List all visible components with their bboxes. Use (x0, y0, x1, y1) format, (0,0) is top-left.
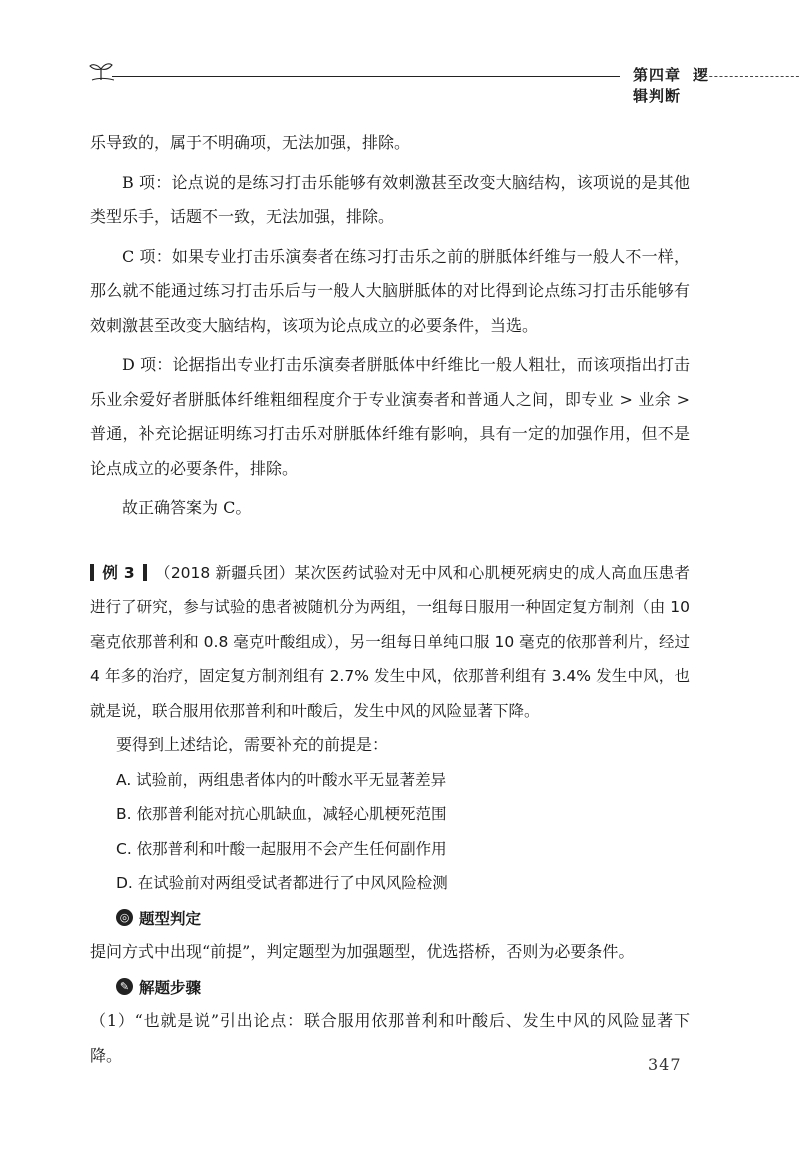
header-rule (112, 76, 620, 77)
option-c: C. 依那普利和叶酸一起服用不会产生任何副作用 (116, 839, 447, 858)
paragraph-option-c-analysis: C 项：如果专业打击乐演奏者在练习打击乐之前的胼胝体纤维与一般人不一样，那么就不能通过练习打击乐后与一般人大脑胼胝体的对比得到论点练习打击乐能够有效刺激甚至改变大脑结构，该项为论点成立的必要条件，当选。 (90, 246, 690, 335)
page-header (88, 62, 712, 105)
chapter-number: 第四章 (633, 66, 682, 84)
paragraph-option-d-analysis: D 项：论据指出专业打击乐演奏者胼胝体中纤维比一般人粗壮，而该项指出打击乐业余爱好者胼胝体纤维粗细程度介于专业演奏者和普通人之间，即专业 > 业余 > 普通，补充论据证明练习打击乐对胼胝体纤维有影响，具有一定的加强作用，但不是论点成立的必要条件，排除。 (90, 355, 690, 478)
example-question (90, 556, 690, 729)
target-icon: ◎ (116, 909, 133, 926)
header-rule-right (694, 76, 800, 77)
section-type-heading (90, 901, 690, 936)
sprout-icon (88, 60, 114, 82)
option-d: D. 在试验前对两组受试者都进行了中风风险检测 (116, 874, 448, 892)
section-type-text: 提问方式中出现“前提”，判定题型为加强题型，优选搭桥，否则为必要条件。 (90, 942, 635, 961)
page-number: 347 (648, 1055, 682, 1074)
example-body: （2018 新疆兵团）某次医药试验对无中风和心肌梗死病史的成人高血压患者进行了研究，参与试验的患者被随机分为两组，一组每日服用一种固定复方制剂（由 10 毫克依那普利和 0.8 毫克叶酸组成），另一组每日单纯口服 10 毫克的依那普利片，经过 4 年多的治疗，固定复方制剂组有 2.7% 发生中风，依那普利组有 3.4% 发生中风，也就是说，联合服用依那普利和叶酸后，发生中风的风险显著下降。 (90, 563, 690, 720)
pencil-icon: ✎ (116, 978, 133, 995)
chapter-title (633, 64, 712, 106)
chapter-name: 逻辑判断 (633, 66, 710, 105)
section-steps-heading (90, 970, 690, 1005)
option-b: B. 依那普利能对抗心肌缺血，减轻心肌梗死范围 (116, 805, 447, 823)
paragraph-answer: 故正确答案为 C。 (122, 498, 252, 517)
section-steps-title: 解题步骤 (139, 978, 202, 997)
example-bar-left (90, 564, 94, 581)
section-step-1: （1）“也就是说”引出论点：联合服用依那普利和叶酸后、发生中风的风险显著下降。 (90, 1011, 690, 1065)
option-a: A. 试验前，两组患者体内的叶酸水平无显著差异 (116, 770, 447, 789)
paragraph-option-b-analysis: B 项：论点说的是练习打击乐能够有效刺激甚至改变大脑结构，该项说的是其他类型乐手，话题不一致，无法加强，排除。 (90, 172, 690, 226)
example-bar-right (143, 564, 147, 581)
paragraph-continuation: 乐导致的，属于不明确项，无法加强，排除。 (90, 133, 411, 152)
page-content (90, 126, 690, 1073)
section-type-title: 题型判定 (139, 909, 202, 928)
question-stem: 要得到上述结论，需要补充的前提是： (116, 735, 389, 754)
example-label: 例 3 (102, 563, 135, 582)
